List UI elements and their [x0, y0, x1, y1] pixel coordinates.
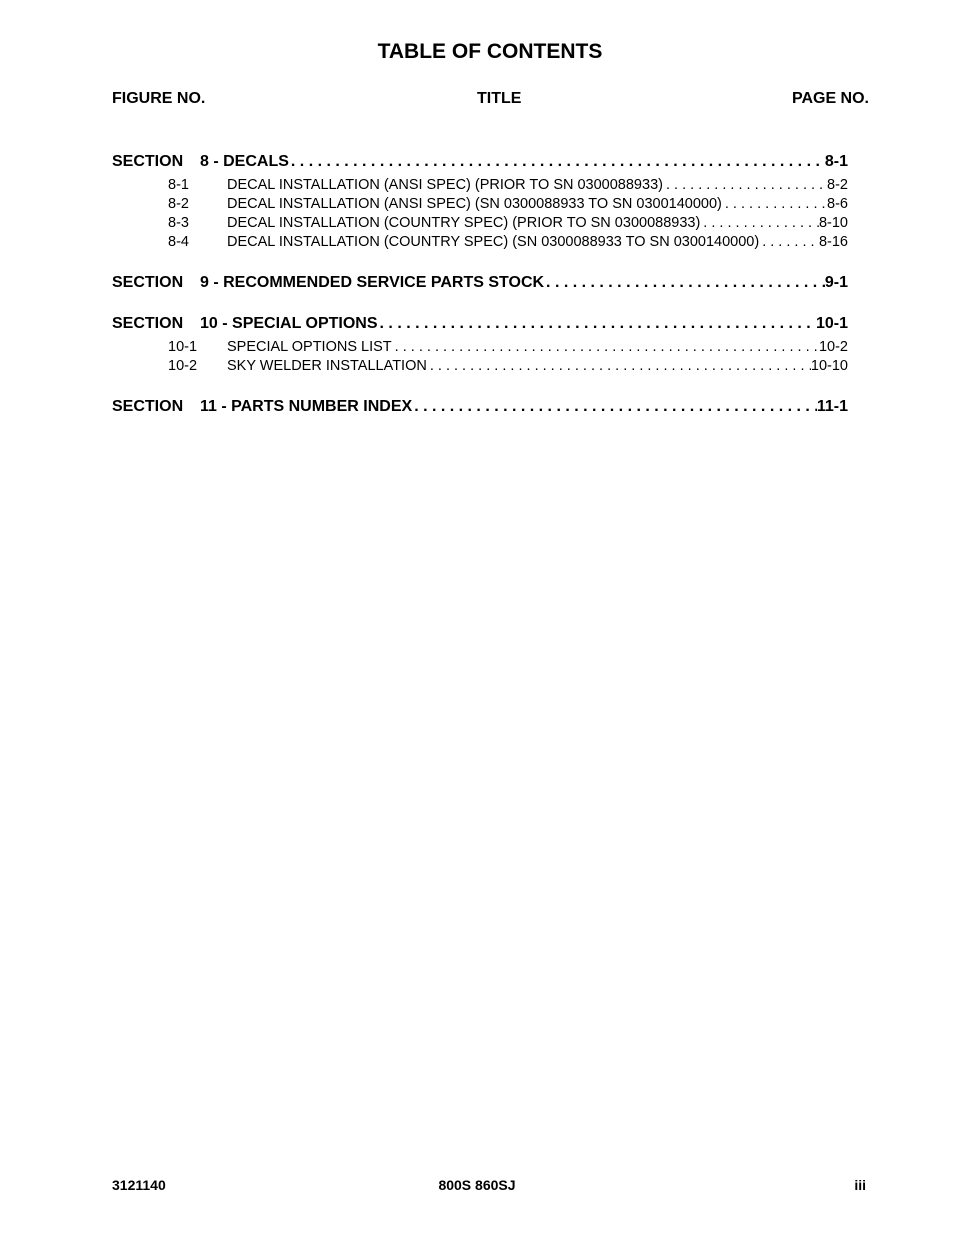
figure-page: 8-16: [818, 234, 848, 250]
figure-title: DECAL INSTALLATION (COUNTRY SPEC) (SN 0300088933 TO SN 0300140000): [227, 234, 760, 250]
toc-section-11[interactable]: [112, 396, 848, 417]
figure-number: 10-1: [168, 339, 198, 355]
table-of-contents: [112, 151, 848, 417]
toc-figure-10-2[interactable]: [112, 357, 848, 376]
footer-model: 800S 860SJ: [438, 1177, 516, 1193]
dot-leader: [700, 214, 819, 233]
section-page: 9-1: [824, 274, 848, 291]
dot-leader: [427, 357, 811, 376]
section-page: 10-1: [815, 315, 848, 332]
section-title: 8 - DECALS: [200, 153, 289, 170]
figure-title: SPECIAL OPTIONS LIST: [227, 339, 392, 355]
figure-number: 8-1: [168, 177, 189, 193]
figure-number: 8-2: [168, 196, 189, 212]
toc-section-10[interactable]: [112, 313, 848, 334]
dot-leader: [378, 313, 816, 334]
toc-section-8[interactable]: [112, 151, 848, 172]
column-header-figure-no: FIGURE NO.: [112, 90, 206, 107]
section-word: SECTION: [112, 274, 184, 291]
section-page: 8-1: [824, 153, 848, 170]
section-word: SECTION: [112, 153, 184, 170]
figure-list-section-10: [112, 338, 848, 376]
dot-leader: [392, 338, 819, 357]
toc-figure-8-4[interactable]: [112, 233, 848, 252]
dot-leader: [289, 151, 825, 172]
section-title: 9 - RECOMMENDED SERVICE PARTS STOCK: [200, 274, 545, 291]
toc-figure-8-2[interactable]: [112, 195, 848, 214]
figure-page: 10-2: [818, 339, 848, 355]
page-title: TABLE OF CONTENTS: [377, 40, 603, 63]
toc-figure-8-3[interactable]: [112, 214, 848, 233]
column-header-title: TITLE: [477, 90, 522, 107]
section-title: 10 - SPECIAL OPTIONS: [200, 315, 378, 332]
figure-list-section-8: [112, 176, 848, 252]
figure-page: 8-2: [827, 177, 848, 193]
figure-number: 8-4: [168, 234, 189, 250]
footer-page-number: iii: [854, 1177, 866, 1193]
dot-leader: [663, 176, 827, 195]
dot-leader: [544, 272, 825, 293]
figure-title: DECAL INSTALLATION (ANSI SPEC) (SN 0300088933 TO SN 0300140000): [227, 196, 722, 212]
figure-title: SKY WELDER INSTALLATION: [227, 358, 427, 374]
dot-leader: [759, 233, 819, 252]
dot-leader: [412, 396, 817, 417]
footer-document-number: 3121140: [112, 1177, 166, 1193]
toc-figure-10-1[interactable]: [112, 338, 848, 357]
dot-leader: [722, 195, 827, 214]
figure-page: 10-10: [810, 358, 848, 374]
figure-number: 10-2: [168, 358, 198, 374]
section-title: 11 - PARTS NUMBER INDEX: [200, 398, 413, 415]
toc-figure-8-1[interactable]: [112, 176, 848, 195]
figure-title: DECAL INSTALLATION (ANSI SPEC) (PRIOR TO SN 0300088933): [227, 177, 663, 193]
toc-section-9[interactable]: [112, 272, 848, 293]
column-header-page-no: PAGE NO.: [791, 90, 869, 107]
section-word: SECTION: [112, 398, 184, 415]
section-page: 11-1: [816, 398, 848, 415]
figure-number: 8-3: [168, 215, 189, 231]
figure-title: DECAL INSTALLATION (COUNTRY SPEC) (PRIOR TO SN 0300088933): [227, 215, 701, 231]
figure-page: 8-10: [818, 215, 848, 231]
figure-page: 8-6: [827, 196, 848, 212]
section-word: SECTION: [112, 315, 184, 332]
